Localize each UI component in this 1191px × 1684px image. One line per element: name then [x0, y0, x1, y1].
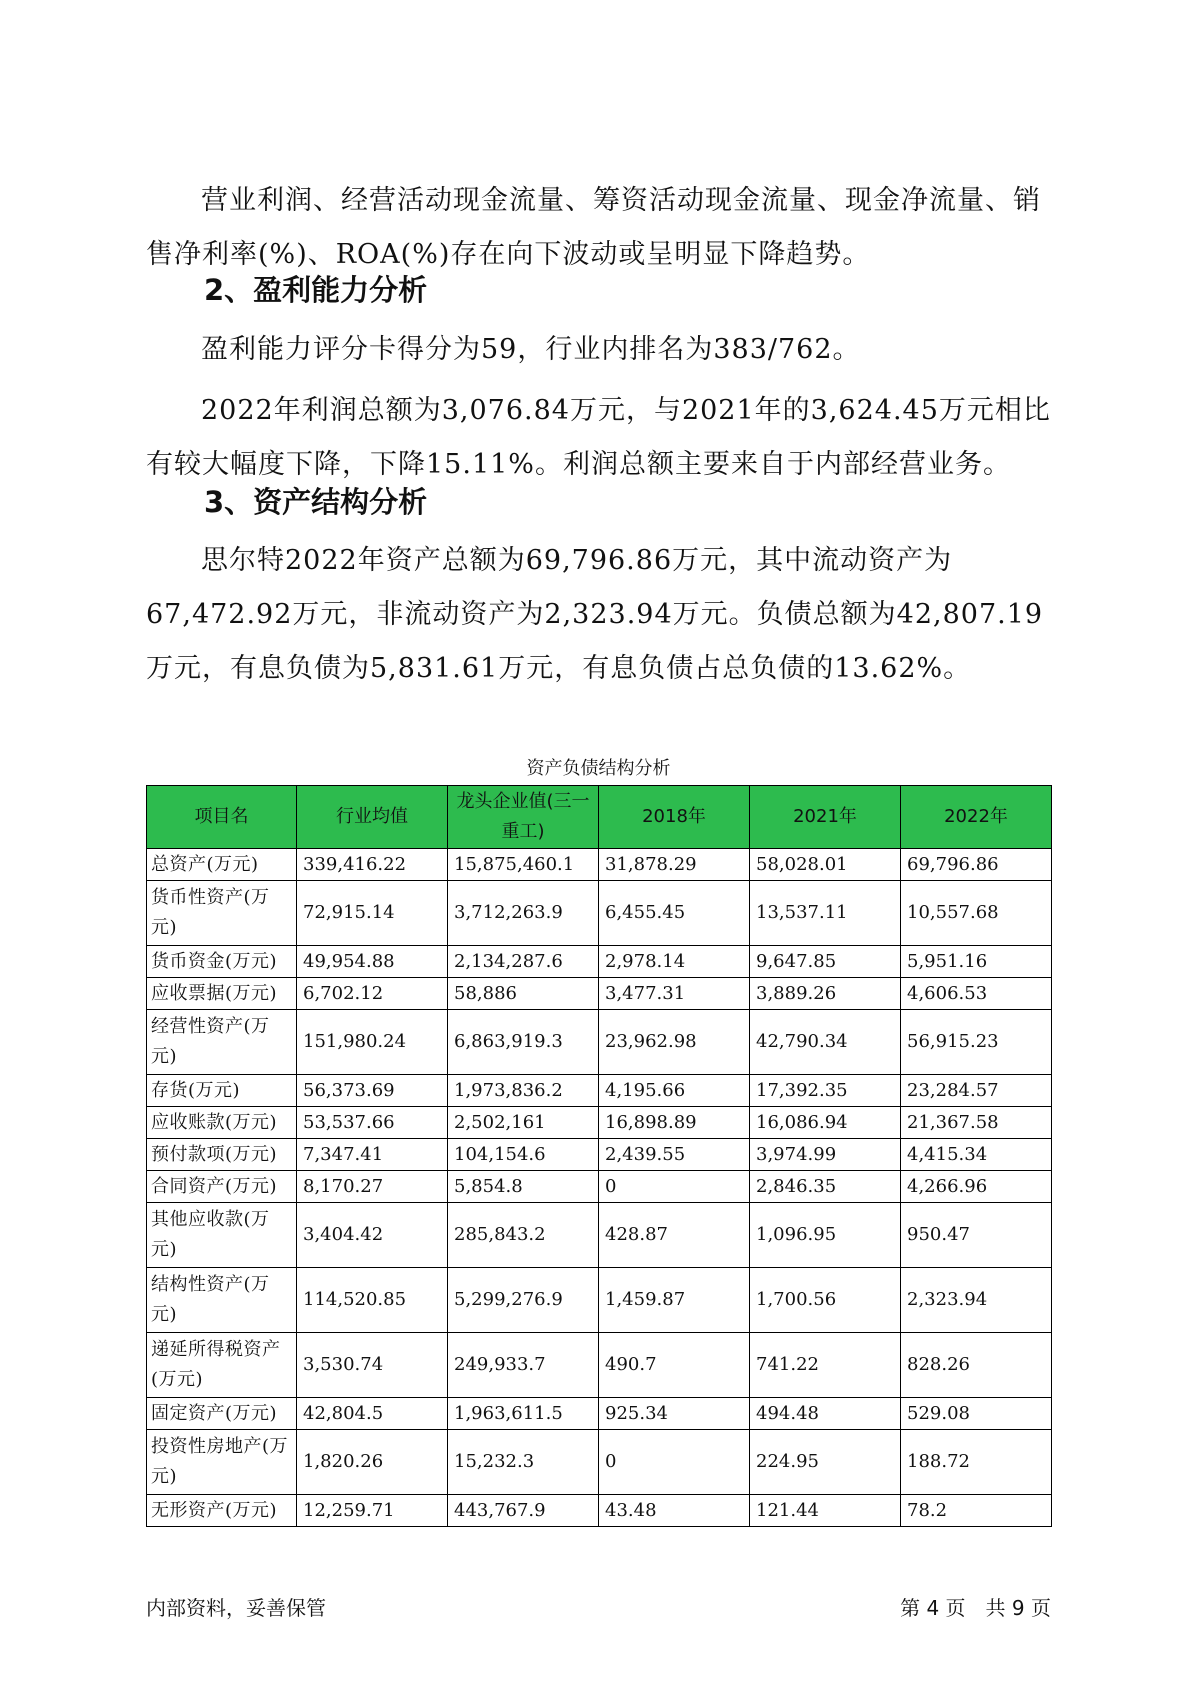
table-cell-value: 42,804.5	[297, 1398, 448, 1430]
table-cell-value: 3,477.31	[599, 978, 750, 1010]
table-cell-value: 925.34	[599, 1398, 750, 1430]
table-cell-value: 1,973,836.2	[448, 1075, 599, 1107]
table-cell-value: 428.87	[599, 1203, 750, 1268]
table-cell-item-name: 应收账款(万元)	[147, 1107, 297, 1139]
table-row	[147, 1333, 1052, 1398]
table-cell-value: 1,820.26	[297, 1430, 448, 1495]
table-cell-value: 5,951.16	[901, 946, 1052, 978]
table-cell-value: 828.26	[901, 1333, 1052, 1398]
table-row	[147, 1430, 1052, 1495]
table-cell-item-name: 投资性房地产(万元)	[147, 1430, 297, 1495]
table-cell-value: 8,170.27	[297, 1171, 448, 1203]
table-cell-item-name: 合同资产(万元)	[147, 1171, 297, 1203]
table-cell-value: 224.95	[750, 1430, 901, 1495]
table-cell-item-name: 无形资产(万元)	[147, 1495, 297, 1527]
table-cell-value: 49,954.88	[297, 946, 448, 978]
table-cell-value: 4,606.53	[901, 978, 1052, 1010]
table-row	[147, 849, 1052, 881]
table-cell-value: 4,266.96	[901, 1171, 1052, 1203]
header-year-2022: 2022年	[901, 786, 1052, 849]
table-cell-value: 5,854.8	[448, 1171, 599, 1203]
table-cell-value: 151,980.24	[297, 1010, 448, 1075]
table-cell-item-name: 经营性资产(万元)	[147, 1010, 297, 1075]
table-cell-value: 741.22	[750, 1333, 901, 1398]
table-cell-value: 6,455.45	[599, 881, 750, 946]
table-cell-value: 950.47	[901, 1203, 1052, 1268]
table-cell-value: 56,915.23	[901, 1010, 1052, 1075]
table-cell-value: 4,415.34	[901, 1139, 1052, 1171]
table-cell-value: 13,537.11	[750, 881, 901, 946]
table-cell-value: 2,502,161	[448, 1107, 599, 1139]
table-cell-value: 494.48	[750, 1398, 901, 1430]
table-cell-value: 114,520.85	[297, 1268, 448, 1333]
asset-liability-table	[146, 785, 1052, 1527]
table-row	[147, 1495, 1052, 1527]
table-cell-value: 16,898.89	[599, 1107, 750, 1139]
table-cell-value: 2,134,287.6	[448, 946, 599, 978]
table-cell-value: 58,886	[448, 978, 599, 1010]
table-cell-value: 21,367.58	[901, 1107, 1052, 1139]
table-cell-value: 6,863,919.3	[448, 1010, 599, 1075]
table-cell-value: 2,978.14	[599, 946, 750, 978]
table-cell-value: 339,416.22	[297, 849, 448, 881]
table-cell-value: 2,323.94	[901, 1268, 1052, 1333]
table-cell-item-name: 货币性资产(万元)	[147, 881, 297, 946]
table-cell-value: 5,299,276.9	[448, 1268, 599, 1333]
table-row	[147, 881, 1052, 946]
table-cell-value: 23,284.57	[901, 1075, 1052, 1107]
table-row	[147, 1268, 1052, 1333]
table-cell-value: 2,846.35	[750, 1171, 901, 1203]
table-cell-value: 0	[599, 1430, 750, 1495]
table-row	[147, 1107, 1052, 1139]
header-year-2021: 2021年	[750, 786, 901, 849]
table-row	[147, 1203, 1052, 1268]
table-row	[147, 1398, 1052, 1430]
table-cell-value: 3,712,263.9	[448, 881, 599, 946]
table-row	[147, 946, 1052, 978]
table-cell-value: 23,962.98	[599, 1010, 750, 1075]
header-year-2018: 2018年	[599, 786, 750, 849]
table-cell-item-name: 货币资金(万元)	[147, 946, 297, 978]
paragraph-profit-score: 盈利能力评分卡得分为59，行业内排名为383/762。	[201, 334, 861, 365]
table-cell-value: 43.48	[599, 1495, 750, 1527]
table-cell-item-name: 递延所得税资产(万元)	[147, 1333, 297, 1398]
table-cell-value: 6,702.12	[297, 978, 448, 1010]
table-cell-value: 3,530.74	[297, 1333, 448, 1398]
table-header-row	[147, 786, 1052, 849]
paragraph-profit-total: 2022年利润总额为3,076.84万元，与2021年的3,624.45万元相比有较大幅度下降，下降15.11%。利润总额主要来自于内部经营业务。	[146, 395, 1051, 480]
table-caption: 资产负债结构分析	[526, 758, 671, 779]
table-cell-value: 31,878.29	[599, 849, 750, 881]
table-row	[147, 1171, 1052, 1203]
table-cell-value: 78.2	[901, 1495, 1052, 1527]
table-cell-value: 104,154.6	[448, 1139, 599, 1171]
table-cell-value: 490.7	[599, 1333, 750, 1398]
heading-profitability: 2、盈利能力分析	[204, 273, 428, 307]
header-industry-avg: 行业均值	[297, 786, 448, 849]
table-cell-item-name: 存货(万元)	[147, 1075, 297, 1107]
table-cell-value: 56,373.69	[297, 1075, 448, 1107]
header-item-name: 项目名	[147, 786, 297, 849]
footer-confidential: 内部资料，妥善保管	[146, 1596, 326, 1620]
table-cell-item-name: 应收票据(万元)	[147, 978, 297, 1010]
table-row	[147, 1139, 1052, 1171]
table-cell-value: 12,259.71	[297, 1495, 448, 1527]
table-cell-value: 58,028.01	[750, 849, 901, 881]
table-cell-value: 9,647.85	[750, 946, 901, 978]
table-cell-value: 1,459.87	[599, 1268, 750, 1333]
table-cell-item-name: 预付款项(万元)	[147, 1139, 297, 1171]
table-cell-value: 4,195.66	[599, 1075, 750, 1107]
table-cell-value: 16,086.94	[750, 1107, 901, 1139]
table-cell-value: 42,790.34	[750, 1010, 901, 1075]
table-cell-value: 0	[599, 1171, 750, 1203]
table-row	[147, 1010, 1052, 1075]
table-cell-value: 3,974.99	[750, 1139, 901, 1171]
table-cell-value: 3,889.26	[750, 978, 901, 1010]
table-cell-value: 15,232.3	[448, 1430, 599, 1495]
table-row	[147, 978, 1052, 1010]
table-cell-value: 443,767.9	[448, 1495, 599, 1527]
table-cell-value: 1,700.56	[750, 1268, 901, 1333]
table-cell-value: 3,404.42	[297, 1203, 448, 1268]
table-cell-value: 53,537.66	[297, 1107, 448, 1139]
paragraph-trend: 营业利润、经营活动现金流量、筹资活动现金流量、现金净流量、销售净利率(%)、ROA(%)存在向下波动或呈明显下降趋势。	[146, 185, 1041, 270]
table-cell-value: 1,963,611.5	[448, 1398, 599, 1430]
table-cell-value: 529.08	[901, 1398, 1052, 1430]
table-cell-value: 121.44	[750, 1495, 901, 1527]
table-cell-item-name: 其他应收款(万元)	[147, 1203, 297, 1268]
table-cell-value: 249,933.7	[448, 1333, 599, 1398]
table-cell-value: 188.72	[901, 1430, 1052, 1495]
header-leader-value: 龙头企业值(三一重工)	[448, 786, 599, 849]
table-cell-value: 15,875,460.1	[448, 849, 599, 881]
table-cell-value: 2,439.55	[599, 1139, 750, 1171]
footer-page-number: 第 4 页 共 9 页	[900, 1596, 1051, 1620]
table-cell-value: 7,347.41	[297, 1139, 448, 1171]
table-cell-value: 72,915.14	[297, 881, 448, 946]
table-cell-item-name: 结构性资产(万元)	[147, 1268, 297, 1333]
paragraph-asset-summary: 思尔特2022年资产总额为69,796.86万元，其中流动资产为67,472.92万元，非流动资产为2,323.94万元。负债总额为42,807.19万元，有息负债为5,831.61万元，有息负债占总负债的13.62%。	[146, 545, 1044, 684]
table-cell-value: 285,843.2	[448, 1203, 599, 1268]
table-cell-value: 1,096.95	[750, 1203, 901, 1268]
table-body	[147, 849, 1052, 1527]
table-cell-value: 69,796.86	[901, 849, 1052, 881]
table-cell-value: 17,392.35	[750, 1075, 901, 1107]
heading-asset-structure: 3、资产结构分析	[204, 485, 428, 519]
table-cell-value: 10,557.68	[901, 881, 1052, 946]
table-row	[147, 1075, 1052, 1107]
table-cell-item-name: 总资产(万元)	[147, 849, 297, 881]
table-cell-item-name: 固定资产(万元)	[147, 1398, 297, 1430]
